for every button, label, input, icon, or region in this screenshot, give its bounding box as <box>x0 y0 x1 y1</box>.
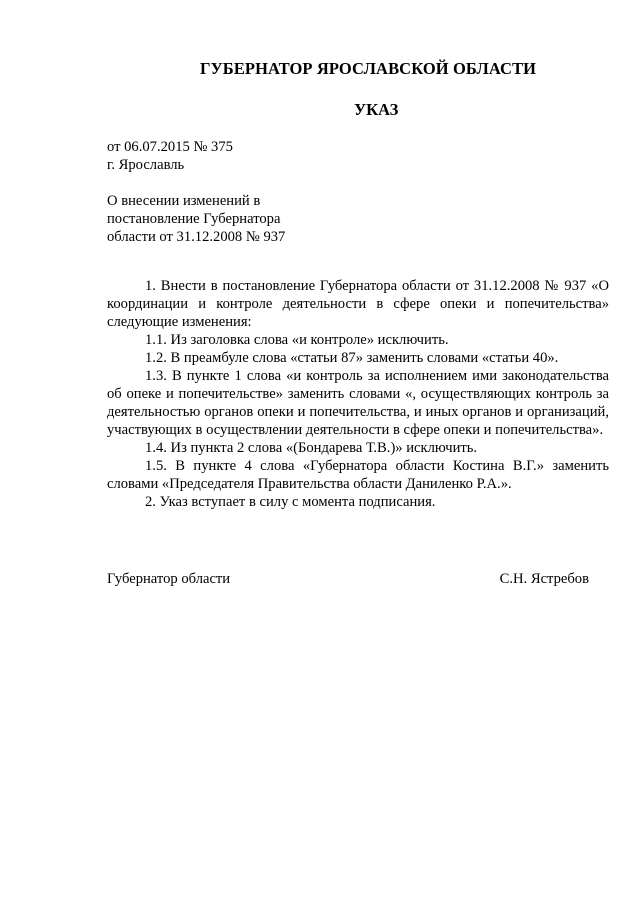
issuing-authority: ГУБЕРНАТОР ЯРОСЛАВСКОЙ ОБЛАСТИ <box>200 59 537 78</box>
signatory-title: Губернатор области <box>107 571 231 587</box>
subject-line-1: О внесении изменений в <box>107 193 261 209</box>
signatory-name: С.Н. Ястребов <box>499 571 589 587</box>
paragraph-1-4: 1.4. Из пункта 2 слова «(Бондарева Т.В.)» исключить. <box>145 440 478 456</box>
document-body <box>107 277 609 511</box>
paragraph-1-3: 1.3. В пункте 1 слова «и контроль за исполнением ими законодательства об опеке и попечительстве» заменить словами «, осуществляющих контроль за деятельностью органов опеки и попечительства, и иных органов и организаций, участвующих в осуществлении деятельности в сфере опеки и попечительства». <box>107 368 609 438</box>
paragraph-1: 1. Внести в постановление Губернатора области от 31.12.2008 № 937 «О координации и контроле деятельности в сфере опеки и попечительства» следующие изменения: <box>107 278 609 330</box>
paragraph-1-1: 1.1. Из заголовка слова «и контроле» исключить. <box>145 332 449 348</box>
subject-line-3: области от 31.12.2008 № 937 <box>107 229 286 245</box>
document-subject <box>107 192 285 246</box>
signature-block <box>107 570 589 588</box>
paragraph-2: 2. Указ вступает в силу с момента подписания. <box>145 494 436 510</box>
paragraph-1-2: 1.2. В преамбуле слова «статьи 87» заменить словами «статьи 40». <box>145 350 559 366</box>
paragraph-1-5: 1.5. В пункте 4 слова «Губернатора области Костина В.Г.» заменить словами «Председателя Правительства области Даниленко Р.А.». <box>107 458 609 492</box>
date-number: от 06.07.2015 № 375 <box>107 139 233 155</box>
document-meta <box>107 138 233 174</box>
document-type: УКАЗ <box>354 100 399 119</box>
place: г. Ярославль <box>107 157 185 173</box>
subject-line-2: постановление Губернатора <box>107 211 281 227</box>
